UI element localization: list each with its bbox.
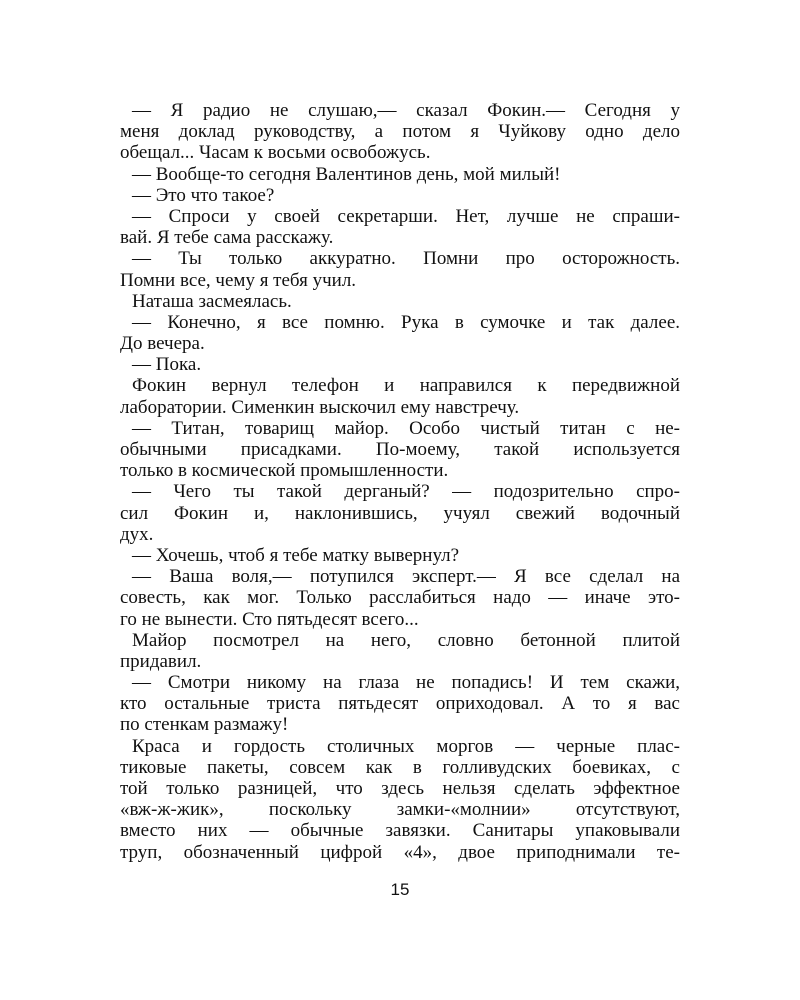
text-line: вместо них — обычные завязки. Санитары упаковывали <box>120 820 680 842</box>
text-line: только в космической промышленности. <box>120 460 449 482</box>
page-number: 15 <box>390 880 410 899</box>
text-line: обещал... Часам к восьми освобожусь. <box>120 142 431 164</box>
text-line: той только разницей, что здесь нельзя сделать эффектное <box>120 778 680 799</box>
text-line: по стенкам размажу! <box>120 714 289 736</box>
text-line: Фокин вернул телефон и направился к передвижной <box>132 375 680 397</box>
text-line: — Я радио не слушаю,— сказал Фокин.— Сегодня у <box>132 100 680 121</box>
text-line: — Конечно, я все помню. Рука в сумочке и так далее. <box>132 311 680 333</box>
text-line: дух. <box>120 523 154 545</box>
text-line: Краса и гордость столичных моргов — черные плас- <box>132 735 680 757</box>
text-line: Наташа засмеялась. <box>132 290 292 312</box>
text-line: вай. Я тебе сама расскажу. <box>120 227 334 249</box>
text-line: сил Фокин и, наклонившись, учуял свежий водочный <box>120 502 680 524</box>
text-line: Майор посмотрел на него, словно бетонной плитой <box>132 629 680 651</box>
text-line: придавил. <box>120 650 202 672</box>
text-line: — Ты только аккуратно. Помни про осторожность. <box>132 248 680 270</box>
text-line: — Спроси у своей секретарши. Нет, лучше не спраши- <box>132 205 680 227</box>
text-line: — Ваша воля,— потупился эксперт.— Я все сделал на <box>132 566 680 588</box>
text-line: Помни все, чему я тебя учил. <box>120 269 357 291</box>
text-line: — Вообще-то сегодня Валентинов день, мой милый! <box>132 163 561 185</box>
text-line: лаборатории. Сименкин выскочил ему навстречу. <box>120 396 520 418</box>
text-line: тиковые пакеты, совсем как в голливудских боевиках, с <box>120 756 680 778</box>
text-line: «вж-ж-жик», поскольку замки-«молнии» отсутствуют, <box>120 799 680 821</box>
text-line: кто остальные триста пятьдесят оприходовал. А то я вас <box>120 693 680 715</box>
text-line: — Чего ты такой дерганый? — подозрительно спро- <box>132 481 680 503</box>
text-line: — Пока. <box>132 354 202 376</box>
body-text <box>120 100 680 863</box>
text-line: труп, обозначенный цифрой «4», двое приподнимали те- <box>120 841 680 863</box>
text-line: — Титан, товарищ майор. Особо чистый титан с не- <box>132 417 680 439</box>
text-line: До вечера. <box>120 333 205 355</box>
text-line: — Это что такое? <box>132 184 275 206</box>
text-line: го не вынести. Сто пятьдесят всего... <box>120 608 419 630</box>
text-line: — Хочешь, чтоб я тебе матку вывернул? <box>132 544 460 566</box>
text-line: обычными присадками. По-моему, такой используется <box>120 439 680 460</box>
text-line: меня доклад руководству, а потом я Чуйкову одно дело <box>120 121 680 143</box>
text-line: совесть, как мог. Только расслабиться надо — иначе это- <box>120 587 680 609</box>
text-line: — Смотри никому на глаза не попадись! И тем скажи, <box>132 672 680 694</box>
